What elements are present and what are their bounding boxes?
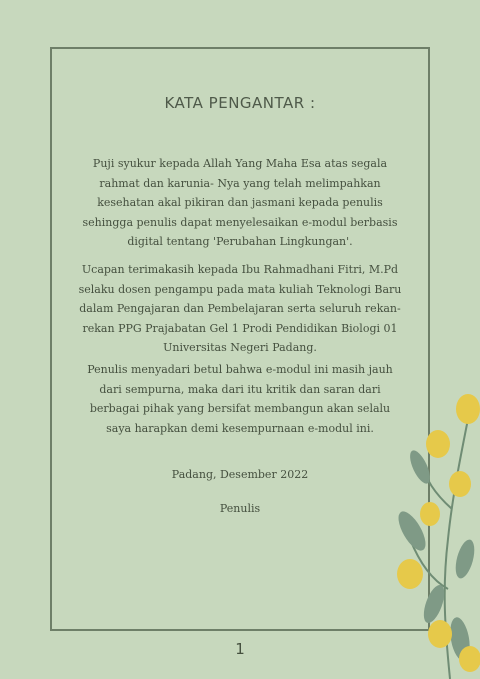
text-line: saya harapkan demi kesempurnaan e-modul ini.	[106, 421, 374, 435]
text-line: digital tentang 'Perubahan Lingkungan'.	[127, 235, 353, 248]
text-line: rahmat dan karunia- Nya yang telah melimpahkan	[99, 176, 381, 190]
text-line: Universitas Negeri Padang.	[163, 341, 317, 354]
text-line: Puji syukur kepada Allah Yang Maha Esa atas segala	[92, 157, 388, 170]
text-line: Ucapan terimakasih kepada Ibu Rahmadhani Fitri, M.Pd	[81, 263, 399, 276]
page-title: KATA PENGANTAR :	[164, 94, 316, 112]
paragraph-gratitude	[70, 154, 410, 252]
text-line: kesehatan akal pikiran dan jasmani kepada penulis	[97, 196, 383, 209]
flower-decoration-icon	[390, 389, 480, 679]
paragraph-thanks	[70, 260, 410, 358]
text-line: selaku dosen pengampu pada mata kuliah Teknologi Baru	[78, 282, 402, 296]
place-date: Padang, Desember 2022	[171, 468, 309, 481]
text-line: sehingga penulis dapat menyelesaikan e-modul berbasis	[82, 215, 398, 229]
author-signature: Penulis	[219, 502, 261, 515]
paragraph-closing	[70, 360, 410, 438]
text-line: Penulis menyadari betul bahwa e-modul ini masih jauh	[87, 363, 393, 376]
text-line: dari sempurna, maka dari itu kritik dan saran dari	[99, 382, 381, 396]
text-line: berbagai pihak yang bersifat membangun akan selalu	[89, 402, 391, 415]
page-number: 1	[235, 640, 245, 658]
text-line: rekan PPG Prajabatan Gel 1 Prodi Pendidikan Biologi 01	[82, 321, 398, 335]
text-line: dalam Pengajaran dan Pembelajaran serta seluruh rekan-	[79, 302, 401, 315]
